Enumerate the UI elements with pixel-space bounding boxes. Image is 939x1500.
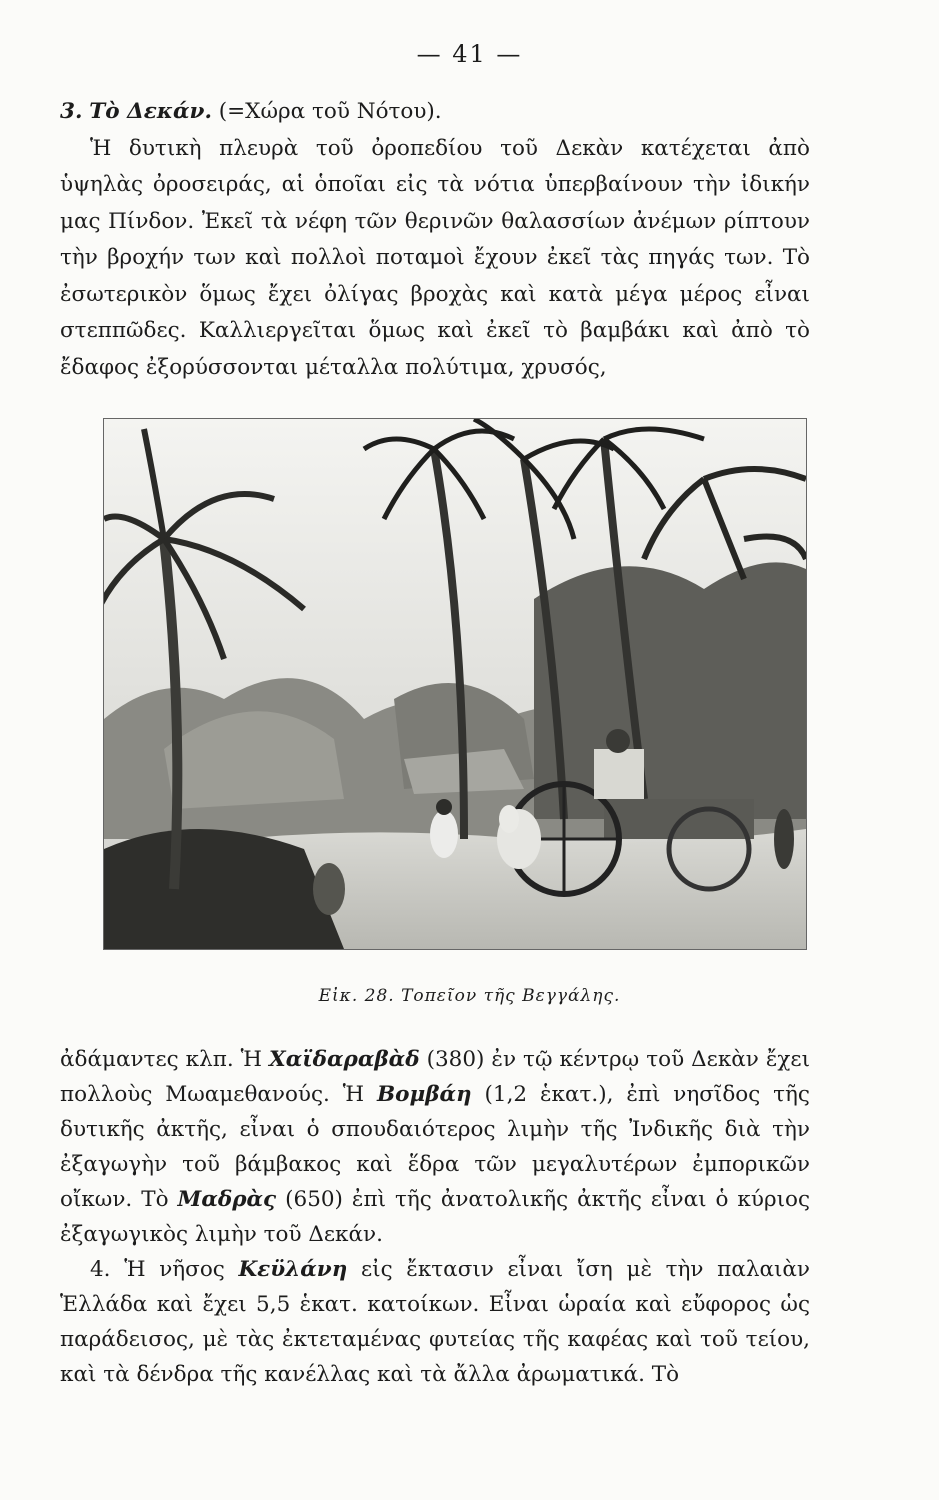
text-run: (650) ἐπὶ τῆς ἀνατολικῆς ἀκτῆς εἶναι ὁ κύριος ἐξαγωγικὸς λιμὴν τοῦ Δεκάν. bbox=[60, 1187, 810, 1247]
text-run: 4. Ἡ νῆσος bbox=[90, 1257, 239, 1282]
text-run: (1,2 ἑκατ.), ἐπὶ νησῖδος τῆς δυτικῆς ἀκτῆς, εἶναι ὁ σπουδαιότερος λιμὴν τῆς Ἰνδικῆς διὰ τὴν ἐξαγωγὴν τοῦ βάμβακος καὶ ἕδρα τῶν μεγαλυτέρων ἐμπορικῶν οἴκων. Τὸ bbox=[60, 1082, 810, 1212]
section-number: 3. bbox=[60, 99, 83, 124]
paragraph-cities bbox=[60, 1042, 810, 1252]
city-hyderabad: Χαϊδαραβὰδ bbox=[269, 1047, 420, 1072]
island-ceylon: Κεϋλάνη bbox=[238, 1257, 348, 1282]
photo-illustration bbox=[104, 419, 806, 949]
page-number: — 41 — bbox=[416, 40, 523, 68]
continuation-text bbox=[60, 1042, 810, 1392]
section-title: Τὸ Δεκάν. bbox=[89, 99, 212, 124]
landscape-photo bbox=[103, 418, 807, 950]
text-run: ἀδάμαντες κλπ. Ἡ bbox=[60, 1047, 270, 1072]
section-subtitle: (=Χώρα τοῦ Νότου). bbox=[218, 99, 442, 124]
city-madras: Μαδρὰς bbox=[177, 1187, 277, 1212]
section-heading bbox=[60, 94, 810, 131]
text-run: εἰς ἔκτασιν εἶναι ἴση μὲ τὴν παλαιὰν Ἑλλάδα καὶ ἔχει 5,5 ἑκατ. κατοίκων. Εἶναι ὡραία καὶ εὔφορος ὡς παράδεισος, μὲ τὰς ἐκτεταμένας φυτείας τῆς καφέας καὶ τοῦ τείου, καὶ τὰ δένδρα τῆς κανέλλας καὶ τὰ ἄλλα ἀρωματικά. Τὸ bbox=[60, 1257, 810, 1387]
section-paragraph: Ἡ δυτικὴ πλευρὰ τοῦ ὀροπεδίου τοῦ Δεκὰν κατέχεται ἀπὸ ὑψηλὰς ὀροσειράς, αἱ ὁποῖαι εἰς τὰ νότια ὑπερβαίνουν τὴν ἰδικήν μας Πίνδον. Ἐκεῖ τὰ νέφη τῶν θερινῶν θαλασσίων ἀνέμων ρίπτουν τὴν βροχήν των καὶ πολλοὶ ποταμοὶ ἔχουν ἐκεῖ τὰς πηγάς των. Τὸ ἐσωτερικὸν ὅμως ἔχει ὀλίγας βροχὰς καὶ κατὰ μέγα μέρος εἶναι στεππῶδες. Καλλιεργεῖται ὅμως καὶ ἐκεῖ τὸ βαμβάκι καὶ ἀπὸ τὸ ἔδαφος ἐξορύσσονται μέταλλα πολύτιμα, χρυσός, bbox=[60, 135, 810, 380]
section-top-text bbox=[60, 94, 810, 386]
paragraph-ceylon bbox=[60, 1252, 810, 1392]
city-bombay: Βομβάη bbox=[376, 1082, 472, 1107]
text-run: (380) ἐν τῷ κέντρῳ τοῦ Δεκὰν ἔχει πολλοὺς Μωαμεθανούς. Ἡ bbox=[60, 1047, 810, 1107]
figure-caption: Εἰκ. 28. Τοπεῖον τῆς Βεγγάλης. bbox=[318, 986, 621, 1006]
